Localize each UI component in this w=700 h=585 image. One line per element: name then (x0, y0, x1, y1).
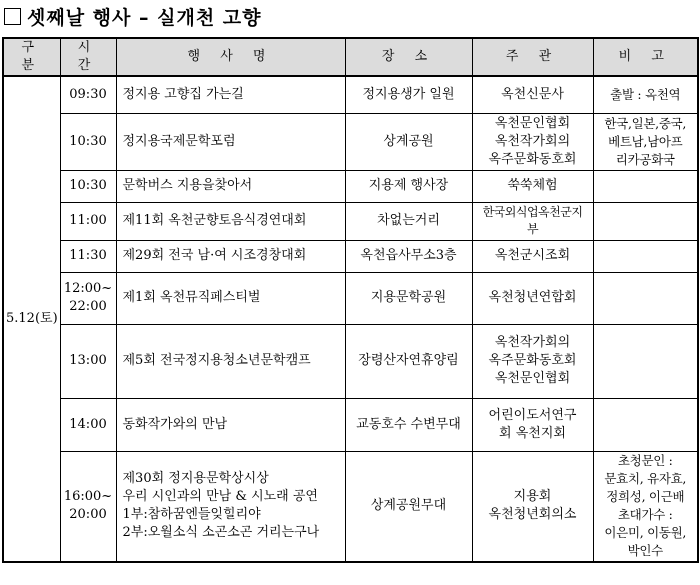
time-cell-line: 13:00 (69, 353, 107, 368)
host-cell-line: 옥천군시조회 (494, 248, 571, 263)
note-cell-line: 출발 : 옥천역 (610, 86, 681, 102)
host-cell-line: 쑥쑥체험 (507, 178, 558, 193)
event-cell-line: 제1회 옥천뮤직페스티벌 (122, 290, 261, 305)
note-cell-line: 정희성, 이근배 (606, 489, 685, 505)
host-cell-line: 한국외식업옥천군지 (482, 205, 583, 219)
host-cell-line: 어린이도서연구 (488, 407, 577, 423)
host-cell (472, 451, 593, 562)
event-cell-line: 1부:참하꿈엔들잊힐리야 (122, 507, 261, 523)
note-cell (593, 272, 698, 324)
note-cell (593, 202, 698, 240)
time-cell (60, 240, 116, 272)
event-cell (116, 76, 345, 113)
note-cell (593, 240, 698, 272)
place-cell-line: 옥천읍사무소3층 (360, 248, 457, 263)
time-cell-line: 10:30 (69, 133, 107, 149)
note-cell-line: 베트남,남아프 (608, 133, 683, 149)
event-cell-line: 2부:오월소식 소곤소곤 거리는구나 (122, 525, 320, 541)
date-cell: 5.12(토) (3, 76, 60, 562)
note-cell (593, 76, 698, 113)
host-cell (472, 76, 593, 113)
time-cell (60, 113, 116, 170)
note-cell-line: 박인수 (627, 543, 663, 559)
note-cell-line: 이은미, 이동원, (604, 525, 687, 541)
time-cell (60, 170, 116, 202)
note-cell-line: 초청문인 : (617, 453, 673, 469)
place-cell (345, 324, 472, 398)
header-cell: 주 관 (472, 38, 593, 76)
table-row (3, 398, 698, 451)
place-cell-line: 지용문학공원 (370, 290, 447, 305)
time-cell-line: 11:00 (69, 213, 107, 228)
event-cell-line: 제5회 전국정지용청소년문학캠프 (122, 353, 311, 368)
header-row (3, 38, 698, 76)
note-cell (593, 451, 698, 562)
time-cell (60, 398, 116, 451)
place-cell (345, 202, 472, 240)
header-cell: 행 사 명 (116, 38, 345, 76)
host-cell (472, 272, 593, 324)
table-row (3, 272, 698, 324)
event-cell (116, 113, 345, 170)
table-row (3, 240, 698, 272)
table-row (3, 76, 698, 113)
event-cell-line: 문학버스 지용을찾아서 (122, 178, 253, 193)
host-cell (472, 398, 593, 451)
event-cell-line: 동화작가와의 만남 (122, 416, 228, 432)
note-cell-line: 문효치, 유자효, (604, 471, 687, 487)
host-cell (472, 202, 593, 240)
event-cell (116, 451, 345, 562)
place-cell (345, 113, 472, 170)
note-cell (593, 324, 698, 398)
time-cell-line: 10:30 (69, 178, 107, 193)
host-cell-line: 옥주문화동호회 (488, 151, 577, 167)
host-cell-line: 회 옥천지회 (499, 425, 566, 441)
table-row (3, 451, 698, 562)
place-cell-line: 상계공원무대 (370, 498, 447, 514)
host-cell (472, 324, 593, 398)
event-cell (116, 202, 345, 240)
host-cell-line: 지용회 (513, 489, 552, 505)
host-cell-line: 옥천청년연합회 (488, 290, 577, 305)
checkbox-square-icon (4, 8, 21, 25)
time-cell (60, 324, 116, 398)
header-cell: 비 고 (593, 38, 698, 76)
event-cell-line: 제30회 정지용문학상시상 (122, 471, 269, 487)
host-cell-line: 옥천문인협회 (494, 115, 571, 131)
place-cell-line: 지용제 행사장 (368, 178, 449, 193)
place-cell-line: 정지용생가 일원 (362, 86, 455, 102)
schedule-table (2, 37, 699, 563)
event-cell-line: 우리 시인과의 만남 & 시노래 공연 (122, 489, 318, 505)
host-cell (472, 170, 593, 202)
time-cell (60, 76, 116, 113)
event-cell (116, 170, 345, 202)
table-row (3, 113, 698, 170)
header-cell: 장 소 (345, 38, 472, 76)
note-cell (593, 113, 698, 170)
event-cell-line: 제29회 전국 남·여 시조경창대회 (122, 248, 307, 263)
header-cell: 시 간 (60, 38, 116, 76)
host-cell-line: 옥천청년회의소 (488, 507, 577, 523)
time-cell-line: 09:30 (69, 86, 107, 102)
host-cell-line: 옥천신문사 (501, 86, 564, 102)
note-cell-line: 초대가수 : (617, 507, 673, 523)
note-cell-line: 한국,일본,중국, (604, 115, 687, 131)
place-cell-line: 교동호수 수변무대 (356, 416, 461, 432)
time-cell-line: 20:00 (69, 507, 107, 523)
title-text: 셋째날 행사 – 실개천 고향 (27, 6, 262, 29)
event-cell (116, 240, 345, 272)
table-row (3, 170, 698, 202)
time-cell (60, 451, 116, 562)
host-cell-line: 옥천작가회의 (494, 133, 571, 149)
time-cell-line: 16:00~ (63, 489, 113, 505)
event-cell (116, 398, 345, 451)
event-cell-line: 정지용 고향집 가는길 (122, 86, 244, 102)
place-cell (345, 398, 472, 451)
table-row (3, 324, 698, 398)
host-cell-line: 부 (526, 222, 539, 236)
host-cell-line: 옥주문화동호회 (488, 353, 577, 368)
place-cell (345, 170, 472, 202)
host-cell (472, 113, 593, 170)
host-cell-line: 옥천작가회의 (494, 335, 571, 350)
table-row (3, 202, 698, 240)
note-cell-line: 리카공화국 (615, 151, 675, 167)
page-title (4, 2, 262, 30)
place-cell (345, 76, 472, 113)
place-cell (345, 240, 472, 272)
time-cell-line: 14:00 (69, 416, 107, 432)
time-cell (60, 202, 116, 240)
event-cell-line: 제11회 옥천군향토음식경연대회 (122, 213, 307, 228)
place-cell-line: 상계공원 (383, 133, 434, 149)
note-cell (593, 170, 698, 202)
place-cell (345, 272, 472, 324)
time-cell-line: 22:00 (69, 299, 107, 314)
host-cell (472, 240, 593, 272)
place-cell-line: 장령산자연휴양림 (358, 353, 459, 368)
place-cell (345, 451, 472, 562)
time-cell (60, 272, 116, 324)
event-cell (116, 272, 345, 324)
place-cell-line: 차없는거리 (377, 213, 440, 228)
header-cell: 구 분 (3, 38, 60, 76)
time-cell-line: 11:30 (69, 248, 107, 263)
time-cell-line: 12:00~ (63, 281, 113, 296)
event-cell-line: 정지용국제문학포럼 (122, 133, 236, 149)
note-cell (593, 398, 698, 451)
host-cell-line: 옥천문인협회 (494, 371, 571, 386)
event-cell (116, 324, 345, 398)
